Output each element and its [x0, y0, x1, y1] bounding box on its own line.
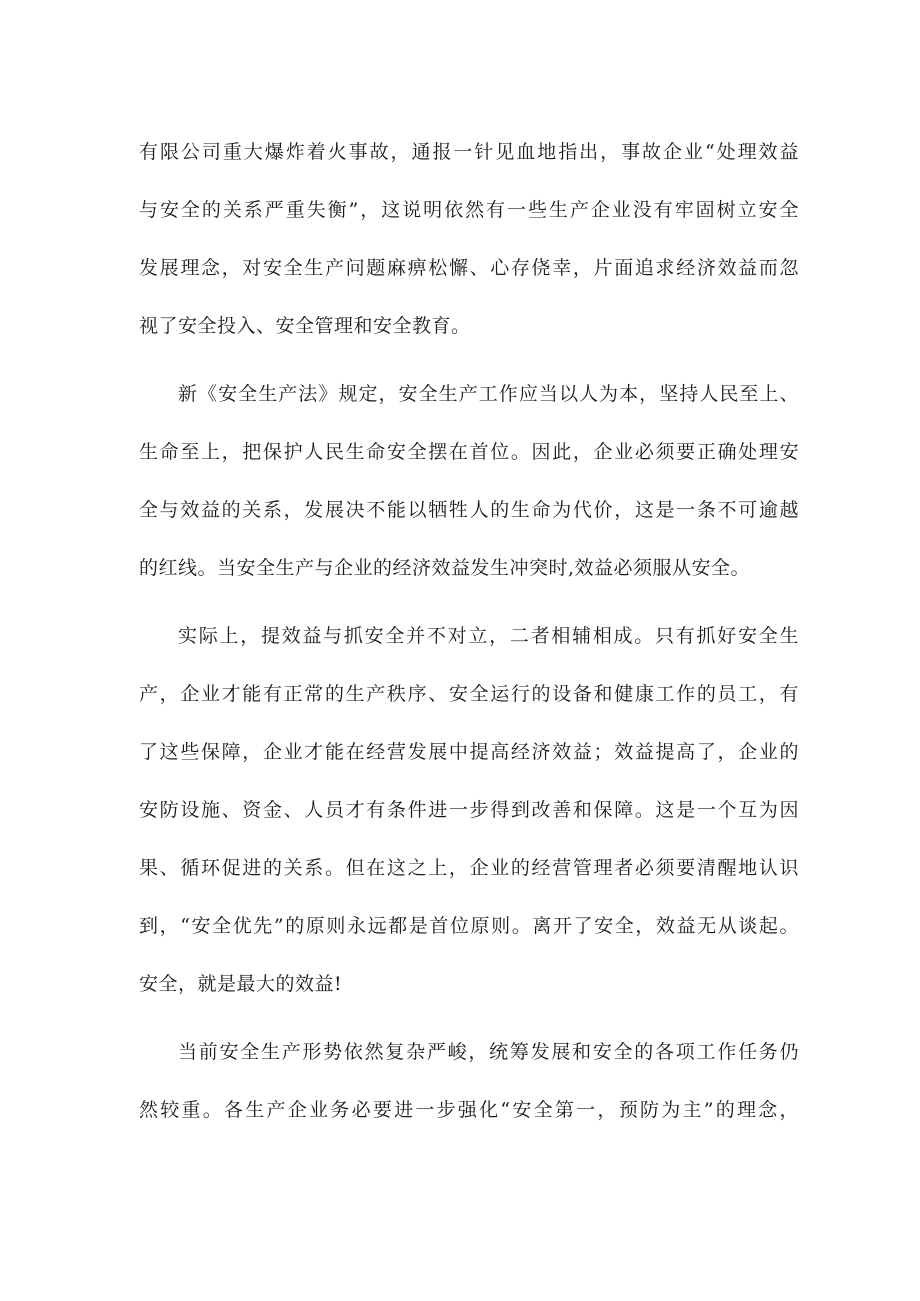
text-line: 发展理念，对安全生产问题麻痹松懈、心存侥幸，片面追求经济效益而忽 — [139, 257, 799, 279]
text-line: 了这些保障，企业才能在经营发展中提高经济效益；效益提高了，企业的 — [139, 741, 799, 763]
text-line: 然较重。各生产企业务必要进一步强化“安全第一，预防为主”的理念， — [139, 1099, 799, 1121]
text-line: 安全，就是最大的效益! — [139, 973, 343, 995]
text-line: 实际上，提效益与抓安全并不对立，二者相辅相成。只有抓好安全生 — [178, 625, 799, 647]
text-line: 安防设施、资金、人员才有条件进一步得到改善和保障。这是一个互为因 — [139, 799, 799, 821]
text-line: 生命至上，把保护人民生命安全摆在首位。因此，企业必须要正确处理安 — [139, 441, 799, 463]
text-line: 与安全的关系严重失衡”，这说明依然有一些生产企业没有牢固树立安全 — [139, 199, 799, 221]
text-line: 有限公司重大爆炸着火事故，通报一针见血地指出，事故企业“处理效益 — [139, 141, 799, 163]
text-line: 果、循环促进的关系。但在这之上，企业的经营管理者必须要清醒地认识 — [139, 857, 799, 879]
text-line: 到，“安全优先”的原则永远都是首位原则。离开了安全，效益无从谈起。 — [139, 915, 799, 937]
text-line: 全与效益的关系，发展决不能以牺牲人的生命为代价，这是一条不可逾越 — [139, 499, 799, 521]
text-line: 的红线。当安全生产与企业的经济效益发生冲突时,效益必须服从安全。 — [139, 557, 751, 579]
text-line: 当前安全生产形势依然复杂严峻，统筹发展和安全的各项工作任务仍 — [178, 1041, 799, 1063]
text-line: 新《安全生产法》规定，安全生产工作应当以人为本，坚持人民至上、 — [178, 383, 799, 405]
text-line: 视了安全投入、安全管理和安全教育。 — [139, 315, 471, 337]
text-line: 产，企业才能有正常的生产秩序、安全运行的设备和健康工作的员工，有 — [139, 683, 799, 705]
